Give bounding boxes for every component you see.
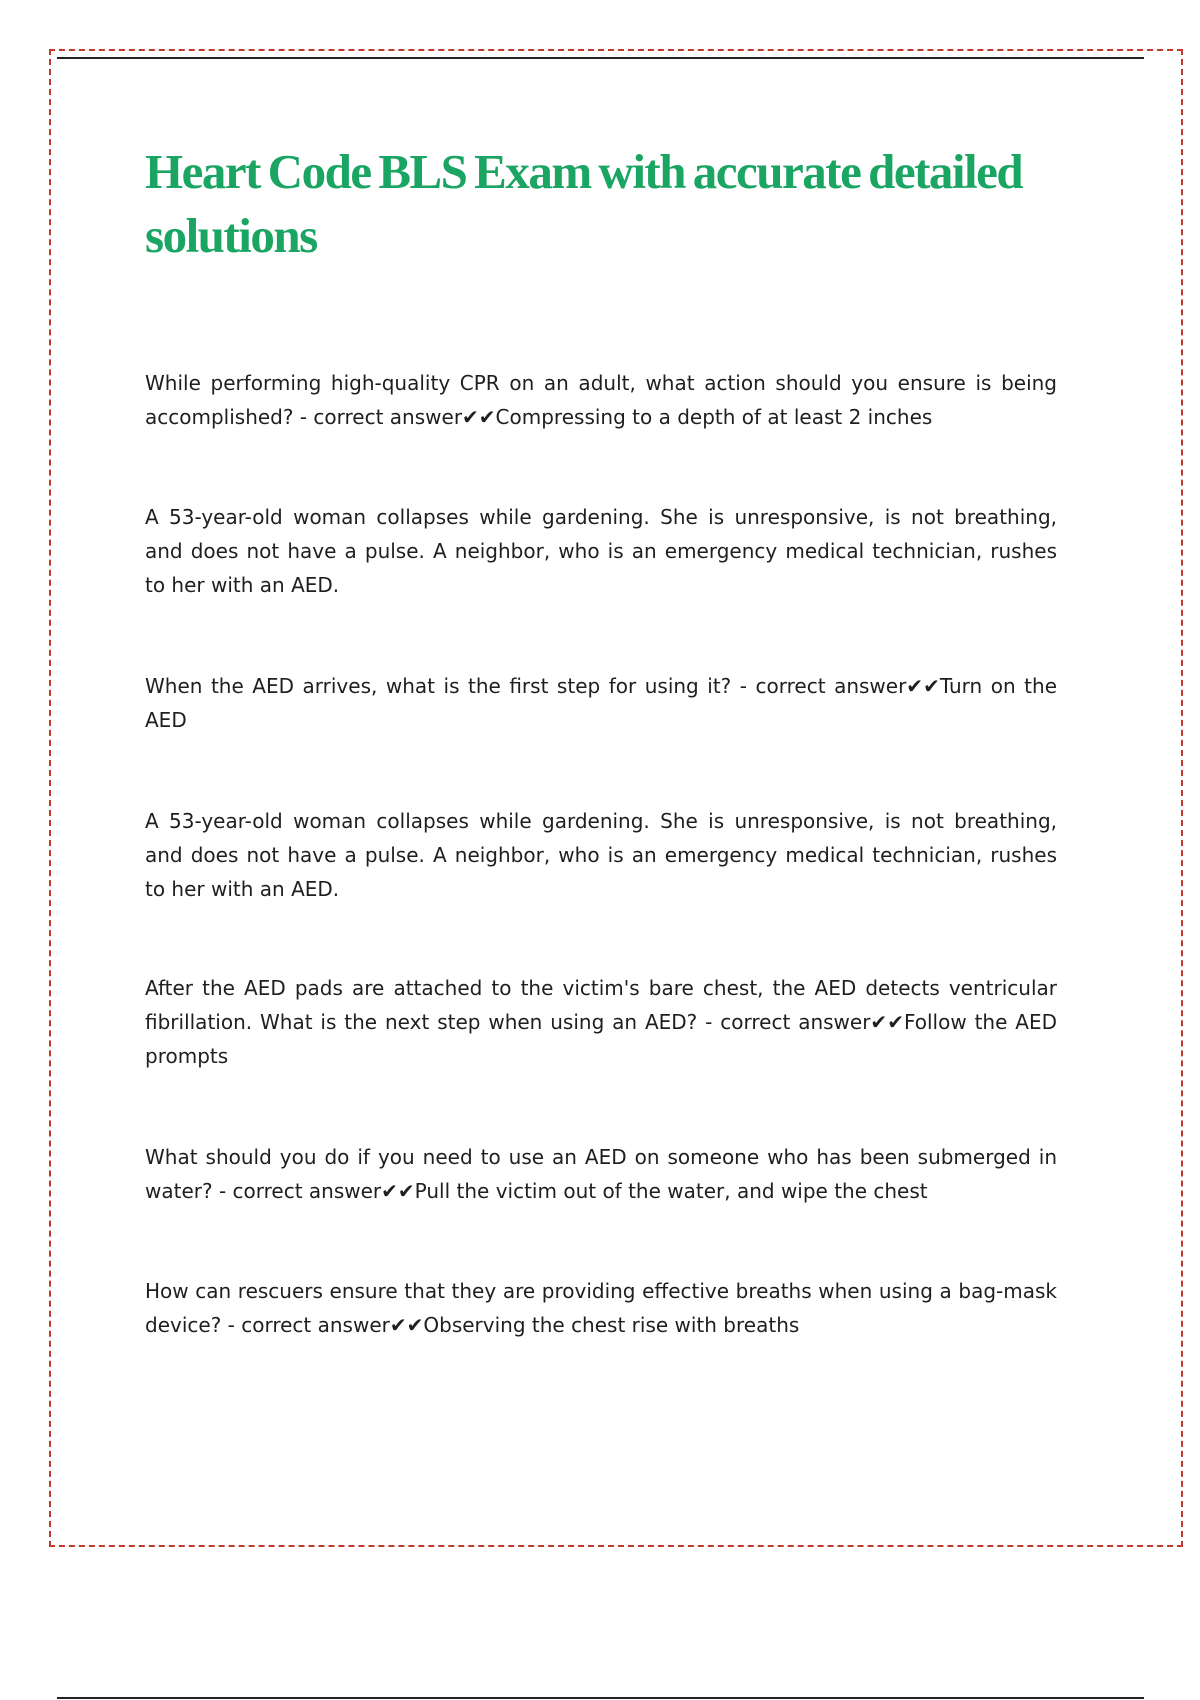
question-cpr-depth: While performing high-quality CPR on an adult, what action should you ensure is being accomplished? - correct answer✔✔Compressing to a depth of at least 2 inches <box>145 371 1057 429</box>
top-rule <box>57 57 1144 59</box>
question-aed-submerged: What should you do if you need to use an AED on someone who has been submerged in water? - correct answer✔✔Pull the victim out of the water, and wipe the chest <box>145 1145 1057 1203</box>
scenario-gardening-1: A 53-year-old woman collapses while gardening. She is unresponsive, is not breathing, and does not have a pulse. A neighbor, who is an emergency medical technician, rushes to her with an AED. <box>145 505 1057 597</box>
question-bag-mask: How can rescuers ensure that they are providing effective breaths when using a bag-mask device? - correct answer✔✔Observing the chest rise with breaths <box>145 1279 1057 1337</box>
scenario-gardening-2: A 53-year-old woman collapses while gardening. She is unresponsive, is not breathing, and does not have a pulse. A neighbor, who is an emergency medical technician, rushes to her with an AED. <box>145 809 1057 901</box>
document-title: Heart Code BLS Exam with accurate detailed solutions <box>145 144 1023 263</box>
question-aed-first-step: When the AED arrives, what is the first step for using it? - correct answer✔✔Turn on the AED <box>145 674 1057 732</box>
bottom-rule <box>57 1697 1144 1699</box>
question-aed-next-step: After the AED pads are attached to the victim's bare chest, the AED detects ventricular fibrillation. What is the next step when using an AED? - correct answer✔✔Follow the AED prompts <box>145 976 1057 1068</box>
